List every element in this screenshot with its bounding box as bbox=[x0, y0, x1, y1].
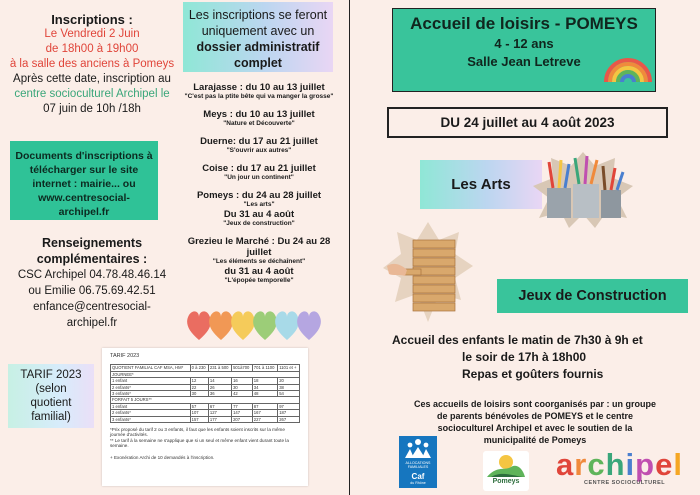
tarif-line1: TARIF 2023 bbox=[20, 369, 82, 381]
programme-theme: "Les arts" bbox=[243, 201, 275, 208]
table-cell: 57 bbox=[190, 403, 208, 409]
table-cell: 36 bbox=[208, 391, 231, 397]
tarif-line3: quotient bbox=[30, 397, 72, 409]
table-cell: 2 enfants* bbox=[111, 384, 191, 390]
inscriptions-place: à la salle des anciens à Pomeys bbox=[9, 58, 175, 70]
accueil-line3: Repas et goûters fournis bbox=[462, 367, 604, 381]
table-cell: 54 bbox=[278, 391, 300, 397]
page-title: Accueil de loisirs - POMEYS bbox=[410, 14, 638, 33]
renseignements-csc: CSC Archipel 04.78.48.46.14 bbox=[17, 269, 167, 281]
table-cell: 187 bbox=[278, 410, 300, 416]
table-cell: 231 à 500 bbox=[208, 365, 231, 371]
theme-arts: Les Arts bbox=[420, 160, 542, 209]
list-item bbox=[178, 163, 340, 182]
renseignements-email2: archipel.fr bbox=[66, 317, 118, 329]
table-cell: 0 à 230 bbox=[190, 365, 208, 371]
table-cell: 501à700 bbox=[232, 365, 253, 371]
tarif-header-row bbox=[111, 365, 300, 371]
list-item bbox=[178, 190, 340, 228]
caf-family-icon bbox=[399, 436, 437, 460]
table-cell: 147 bbox=[232, 410, 253, 416]
list-item bbox=[178, 236, 340, 285]
inscriptions-centre-date: 07 juin de 10h /18h bbox=[43, 103, 141, 115]
table-cell: 2 enfants* bbox=[111, 410, 191, 416]
programme-place: Grezieu le Marché : Du 24 au 28 juillet bbox=[187, 236, 331, 258]
archipel-subtitle: CENTRE SOCIOCULTUREL bbox=[584, 480, 666, 486]
pomeys-landscape-icon bbox=[483, 451, 529, 479]
table-cell: 1 enfant bbox=[111, 378, 191, 384]
dossier-line2: uniquement avec un bbox=[201, 24, 315, 38]
art-supplies-icon bbox=[533, 152, 633, 228]
tarif-box bbox=[8, 364, 94, 428]
dossier-line3: dossier administratif bbox=[196, 40, 320, 54]
programme-place: Larajasse : du 10 au 13 juillet bbox=[193, 82, 325, 93]
caf-text3: Caf bbox=[411, 471, 425, 481]
table-cell: 227 bbox=[252, 416, 277, 422]
programme-theme: "Un jour un continent" bbox=[224, 174, 294, 181]
ages-label: 4 - 12 ans bbox=[494, 36, 554, 51]
programme-place: Coise : du 17 au 21 juillet bbox=[202, 163, 316, 174]
programme-theme: "C'est pas la ptite bête qui va manger la grosse" bbox=[184, 93, 334, 100]
accueil-block bbox=[390, 332, 690, 383]
page-divider bbox=[349, 0, 350, 495]
programme-theme: "S'ouvrir aux autres" bbox=[226, 147, 292, 154]
programme-list bbox=[178, 82, 340, 293]
tarif-line4: familial) bbox=[31, 411, 71, 423]
inscriptions-title: Inscriptions : bbox=[51, 12, 133, 27]
table-cell: 3 enfants* bbox=[111, 391, 191, 397]
table-cell: 267 bbox=[278, 416, 300, 422]
renseignements-title2: complémentaires : bbox=[36, 252, 148, 266]
programme-place: Pomeys : du 24 au 28 juillet bbox=[196, 190, 322, 201]
table-cell: 26 bbox=[208, 384, 231, 390]
tarif-sheet bbox=[102, 348, 308, 486]
list-item bbox=[178, 82, 340, 101]
programme-place: Meys : du 10 au 13 juillet bbox=[203, 109, 315, 120]
renseignements-email1: enfance@centresocial- bbox=[33, 301, 151, 313]
table-cell: 22 bbox=[190, 384, 208, 390]
programme-place2: Du 31 au 4 août bbox=[223, 209, 295, 220]
programme-place2: du 31 au 4 août bbox=[224, 266, 294, 277]
inscriptions-after: Après cette date, inscription au bbox=[13, 73, 171, 85]
pomeys-label: Pomeys bbox=[492, 478, 520, 485]
table-cell: 107 bbox=[190, 410, 208, 416]
dossier-box bbox=[183, 2, 333, 72]
table-cell: 30 bbox=[190, 391, 208, 397]
list-item bbox=[178, 136, 340, 155]
table-cell: 16 bbox=[232, 378, 253, 384]
table-cell: 20 bbox=[278, 378, 300, 384]
inscriptions-centre: centre socioculturel Archipel le bbox=[14, 88, 170, 100]
table-cell: 207 bbox=[232, 416, 253, 422]
table-cell: 77 bbox=[232, 403, 253, 409]
table-cell: 34 bbox=[252, 384, 277, 390]
table-row bbox=[111, 416, 300, 422]
tarif-table bbox=[110, 364, 300, 423]
caf-text1: ALLOCATIONS bbox=[405, 461, 431, 466]
accueil-line1: Accueil des enfants le matin de 7h30 à 9h et bbox=[392, 333, 643, 347]
documents-line5: archipel.fr bbox=[58, 206, 110, 218]
renseignements-block bbox=[4, 235, 180, 331]
table-cell: 167 bbox=[252, 410, 277, 416]
rainbow-icon bbox=[604, 52, 652, 82]
caf-text4: du Rhône bbox=[410, 480, 426, 485]
documents-line4: www.centresocial- bbox=[38, 192, 130, 204]
table-cell: 67 bbox=[208, 403, 231, 409]
table-cell: 1 enfant bbox=[111, 403, 191, 409]
renseignements-emilie: ou Emilie 06.75.69.42.51 bbox=[28, 285, 156, 297]
cooper-line1: Ces accueils de loisirs sont coorganisés par : un groupe bbox=[413, 399, 657, 409]
table-cell: 14 bbox=[208, 378, 231, 384]
cooper-line3: socioculturel Archipel et avec le soutien de la bbox=[437, 423, 633, 433]
documents-box bbox=[10, 141, 158, 220]
programme-theme: "Les éléments se déchaînent" bbox=[212, 258, 306, 265]
caf-logo bbox=[399, 436, 437, 488]
cooper-line2: de parents bénévoles de POMEYS et le centre bbox=[436, 411, 634, 421]
cooper-line4: municipalité de Pomeys bbox=[483, 435, 587, 445]
archipel-wordmark: archipel bbox=[556, 447, 683, 482]
table-cell: 97 bbox=[278, 403, 300, 409]
inscriptions-block bbox=[4, 12, 180, 117]
tarif-line2: (selon bbox=[35, 383, 67, 395]
accueil-line2: le soir de 17h à 18h00 bbox=[462, 350, 587, 364]
dossier-line1: Les inscriptions se feront bbox=[188, 8, 328, 22]
renseignements-title1: Renseignements bbox=[41, 236, 143, 250]
tarif-note1: *Prix proposé du tarif 2 ou 3 enfants, il faut que les enfants soient inscrits sur la même journée d'activités. bbox=[110, 427, 285, 438]
dossier-line4: complet bbox=[234, 56, 282, 70]
table-section: JOURNEE* bbox=[111, 371, 300, 377]
tarif-note2: ** Le tarif à la semaine ne s'applique que si un seul et même enfant vient durant toute la semaine. bbox=[110, 437, 289, 449]
table-cell: 38 bbox=[278, 384, 300, 390]
programme-theme2: "Jeux de construction" bbox=[223, 220, 295, 227]
documents-line1: Documents d'inscriptions à bbox=[15, 150, 153, 162]
tarif-sheet-title: TARIF 2023 bbox=[110, 353, 140, 359]
dates-banner: DU 24 juillet au 4 août 2023 bbox=[387, 107, 668, 138]
programme-theme2: "L'épopée temporelle" bbox=[224, 277, 294, 284]
inscriptions-date: Le Vendredi 2 Juin bbox=[44, 28, 140, 40]
programme-theme: "Nature et Découverte" bbox=[223, 120, 295, 127]
inscriptions-hours: de 18h00 à 19h00 bbox=[45, 43, 139, 55]
table-cell: 42 bbox=[232, 391, 253, 397]
table-cell: 701 à 1100 bbox=[252, 365, 277, 371]
table-cell: 48 bbox=[252, 391, 277, 397]
pomeys-logo bbox=[483, 451, 529, 491]
table-section: FORFAIT 5 JOURS** bbox=[111, 397, 300, 403]
salle-label: Salle Jean Letreve bbox=[467, 54, 581, 69]
documents-line3: internet : mairie... ou bbox=[32, 178, 136, 190]
archipel-logo bbox=[556, 447, 696, 492]
table-cell: QUOTIENT FAMILIAL CAF MSA, HM* bbox=[111, 365, 191, 371]
caf-text2: FAMILIALES bbox=[407, 465, 429, 470]
jenga-tower-icon bbox=[383, 222, 473, 322]
table-cell: 12 bbox=[190, 378, 208, 384]
programme-place: Duerne: du 17 au 21 juillet bbox=[200, 136, 318, 147]
table-cell: 177 bbox=[208, 416, 231, 422]
table-cell: 127 bbox=[208, 410, 231, 416]
hearts-icon bbox=[185, 306, 335, 342]
table-cell: 1101 et + bbox=[278, 365, 300, 371]
documents-line2: télécharger sur le site bbox=[29, 164, 139, 176]
table-cell: 30 bbox=[232, 384, 253, 390]
table-cell: 157 bbox=[190, 416, 208, 422]
table-cell: 3 enfants* bbox=[111, 416, 191, 422]
tarif-note3: + Exonération Archi de 10 demandés à l'inscription. bbox=[110, 454, 215, 460]
table-cell: 18 bbox=[252, 378, 277, 384]
theme-jeux: Jeux de Construction bbox=[497, 279, 688, 313]
table-cell: 87 bbox=[252, 403, 277, 409]
list-item bbox=[178, 109, 340, 128]
